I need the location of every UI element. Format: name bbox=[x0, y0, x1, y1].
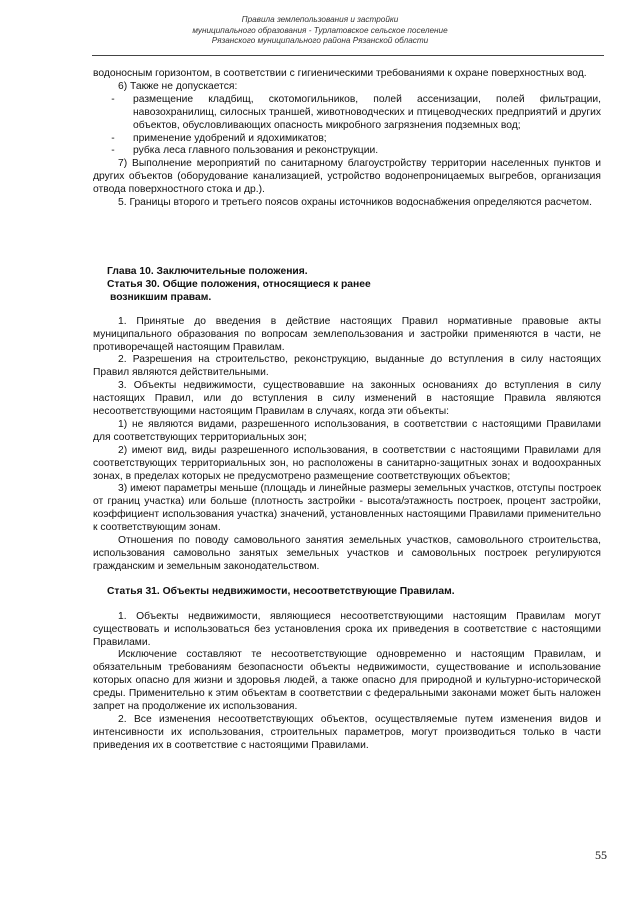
paragraph: 3) имеют параметры меньше (площадь и линейные размеры земельных участков, отступы построек от границ участка) или больше (плотность застройки - высота/этажность построек, процент застройки, коэффициент использования участка) значений, установленных настоящими Правилами применительно к соответствующим зонам. bbox=[93, 483, 601, 534]
list-item-text: размещение кладбищ, скотомогильников, полей ассенизации, полей фильтрации, навозохранилищ, силосных траншей, животноводческих и птицеводческих предприятий и других объектов, обусловливающих опасность микробного загрязнения подземных вод; bbox=[133, 93, 601, 131]
article-title-continuation: возникшим правам. bbox=[110, 291, 212, 303]
page-body bbox=[93, 68, 601, 753]
header-line-2: муниципального образования - Турлатовское сельское поселение bbox=[192, 25, 448, 35]
paragraph: 2) имеют вид, виды разрешенного использования, в соответствии с настоящими Правилами для соответствующих территориальных зон, но расположены в санитарно-защитных зонах и водоохранных зонах, в пределах которых не предусмотрено размещение соответствующих объектов; bbox=[93, 444, 601, 482]
paragraph: 1) не являются видами, разрешенного использования, в соответствии с настоящими Правилами для соответствующих территориальных зон; bbox=[93, 418, 601, 443]
paragraph: Отношения по поводу самовольного занятия земельных участков, самовольного строительства, использования самовольно занятых земельных участков и самовольных построек регулируются гражданским и земельным законодательством. bbox=[93, 535, 601, 572]
paragraph: 2. Разрешения на строительство, реконструкцию, выданные до вступления в силу настоящих Правил являются действительными. bbox=[93, 354, 601, 379]
article-31-title: Статья 31. Объекты недвижимости, несоответствующие Правилам. bbox=[107, 585, 455, 597]
chapter-title: Глава 10. Заключительные положения. bbox=[107, 265, 308, 277]
list-item-text: рубка леса главного пользования и реконструкции. bbox=[133, 145, 379, 157]
paragraph: 3. Объекты недвижимости, существовавшие на законных основаниях до вступления в силу настоящих Правил, или до вступления в силу изменений в настоящие Правила являются несоответствующими настоящим Правилам в случаях, когда эти объекты: bbox=[93, 380, 601, 418]
paragraph: 2. Все изменения несоответствующих объектов, осуществляемые путем изменения видов и интенсивности их использования, строительных параметров, могут производиться только в части приведения их в соответствие с настоящими Правилами. bbox=[93, 713, 601, 751]
list-item bbox=[93, 133, 601, 146]
dash-marker: - bbox=[111, 145, 115, 157]
running-header bbox=[140, 15, 500, 47]
paragraph: 5. Границы второго и третьего поясов охраны источников водоснабжения определяются расчетом. bbox=[118, 197, 592, 209]
list-item-text: применение удобрений и ядохимикатов; bbox=[133, 132, 327, 144]
header-line-3: Рязанского муниципального района Рязанской области bbox=[211, 36, 429, 45]
article-title: Статья 30. Общие положения, относящиеся к ранее bbox=[107, 278, 371, 290]
paragraph: 7) Выполнение мероприятий по санитарному благоустройству территории населенных пунктов и других объектов (оборудование канализацией, устройство водонепроницаемых выгребов, организация отвода поверхностного стока и др.). bbox=[93, 158, 601, 196]
list-item bbox=[93, 94, 601, 133]
page-number: 55 bbox=[595, 848, 607, 862]
list-item bbox=[93, 145, 601, 158]
paragraph: 1. Объекты недвижимости, являющиеся несоответствующими настоящим Правилам могут существовать и использоваться без установления срока их приведения в соответствие с настоящими Правилами. bbox=[93, 610, 601, 648]
dash-marker: - bbox=[111, 93, 115, 105]
header-line-1: Правила землепользования и застройки bbox=[241, 15, 399, 24]
dash-marker: - bbox=[111, 132, 115, 144]
paragraph: Исключение составляют те несоответствующие одновременно и настоящим Правилам, и обязательным требованиям безопасности объекты недвижимости, существование и использование которых опасно для жизни и здоровья людей, а также опасно для природной и культурно-исторической среды. Применительно к этим объектам в соответствии с федеральными законами может быть наложен запрет на продолжение их использования. bbox=[93, 649, 601, 713]
paragraph: 1. Принятые до введения в действие настоящих Правил нормативные правовые акты муниципального образования по вопросам землепользования и застройки применяются в части, не противоречащей настоящим Правилам. bbox=[93, 315, 601, 353]
paragraph: 6) Также не допускается: bbox=[118, 80, 238, 92]
header-divider bbox=[92, 55, 604, 56]
paragraph: водоносным горизонтом, в соответствии с гигиеническими требованиями к охране поверхностных вод. bbox=[93, 68, 587, 79]
